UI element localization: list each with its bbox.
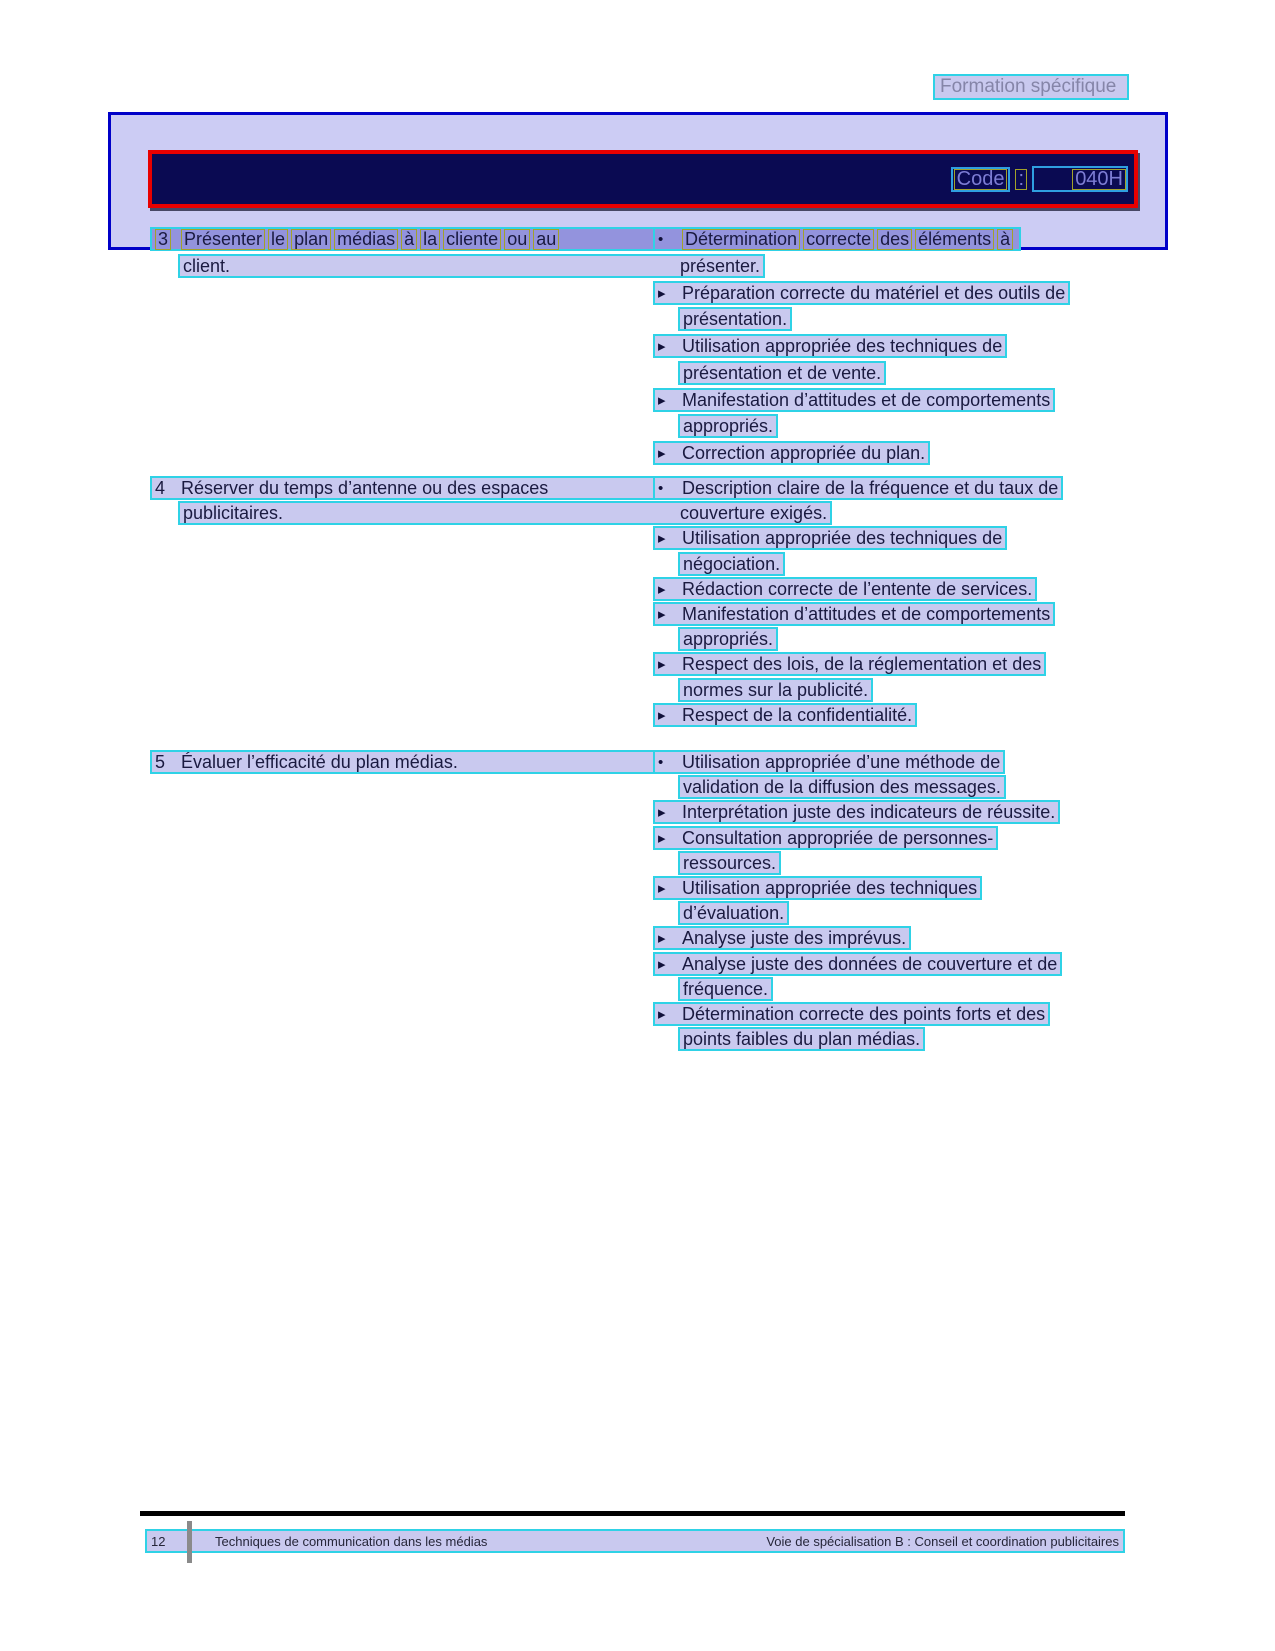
code-field-box [1032,166,1128,192]
criterion-line [678,414,778,438]
ocr-word-box: éléments [915,229,994,250]
bullet-icon: • [658,753,664,771]
ocr-word-box: ou [504,229,530,250]
ocr-word-box: Détermination [682,229,800,250]
bullet-icon: ▸ [658,930,666,947]
criterion-text: validation de la diffusion des messages. [683,776,1001,797]
criterion-line [653,926,911,950]
criterion-text: Utilisation appropriée des techniques de [682,335,1003,356]
criterion-text: Description claire de la fréquence et du taux de [682,477,1059,498]
criterion-text: Manifestation d’attitudes et de comportements [682,389,1051,410]
bullet-icon: ▸ [658,530,666,547]
criterion-line [653,476,1063,500]
criterion-line [653,800,1060,824]
wrapped-line [178,254,765,278]
criterion-line [653,227,1021,251]
ocr-word-box: à [401,229,417,250]
criterion-text: Interprétation juste des indicateurs de réussite. [682,801,1056,822]
criterion-text: Consultation appropriée de personnes- [682,827,994,848]
bullet-icon: ▸ [658,285,666,302]
criterion-text: ressources. [683,852,777,873]
ocr-word-box: plan [291,229,331,250]
criterion-line [653,652,1046,676]
code-group [951,166,1128,192]
criterion-text: présentation. [683,308,788,329]
footer-line [145,1529,1125,1553]
ocr-word-box: au [533,229,559,250]
footer-divider [187,1521,192,1563]
criterion-text: Préparation correcte du matériel et des outils de [682,282,1066,303]
criterion-text: d’évaluation. [683,902,785,923]
criterion-text: Respect des lois, de la réglementation et des [682,653,1042,674]
code-value: 040H [1072,169,1126,190]
criterion-text: fréquence. [683,978,769,999]
criterion-line [653,526,1007,550]
bullet-icon: ▸ [658,338,666,355]
criterion-text: points faibles du plan médias. [683,1028,921,1049]
criterion-line [653,334,1007,358]
criterion-line [678,307,792,331]
bullet-icon: • [658,479,664,497]
criterion-text: couverture exigés. [680,502,828,523]
row-number [155,229,181,250]
bullet-icon: ▸ [658,606,666,623]
ocr-word-box: médias [334,229,398,250]
objective-text: publicitaires. [183,502,284,523]
objective-text: Réserver du temps d’antenne ou des espaces [181,477,549,498]
criterion-line [678,678,873,702]
criterion-line [653,703,917,727]
criterion-text: Analyse juste des imprévus. [682,927,907,948]
ocr-word-box: la [420,229,440,250]
criterion-line [678,977,773,1001]
criterion-line [653,876,982,900]
bullet-icon: ▸ [658,880,666,897]
objective-text: Évaluer l’efficacité du plan médias. [181,751,458,772]
criterion-line [678,1027,925,1051]
criterion-text: Analyse juste des données de couverture et de [682,953,1058,974]
bullet-icon: ▸ [658,1006,666,1023]
wrapped-line [178,501,832,525]
footer-rule [140,1511,1125,1516]
title-banner [148,150,1138,208]
criterion-text: Détermination correcte des points forts et des [682,1003,1046,1024]
criterion-text: présenter. [680,255,761,276]
bullet-icon: • [658,230,664,248]
objective-line [150,750,655,774]
criterion-line [653,388,1055,412]
criterion-text: Utilisation appropriée des techniques de [682,527,1003,548]
page-number: 12 [151,1533,166,1549]
bullet-icon: ▸ [658,445,666,462]
ocr-word-box: 3 [155,229,171,250]
criterion-text: normes sur la publicité. [683,679,869,700]
code-label-box [951,167,1011,192]
criterion-line [653,1002,1050,1026]
objective-text: client. [183,255,231,276]
bullet-icon: ▸ [658,830,666,847]
criterion-text: Utilisation appropriée d’une méthode de [682,751,1001,772]
criterion-line [678,901,789,925]
bullet-icon: ▸ [658,392,666,409]
criterion-line [653,952,1062,976]
criterion-text: Correction appropriée du plan. [682,442,926,463]
bullet-icon: ▸ [658,656,666,673]
bullet-icon: ▸ [658,581,666,598]
criterion-text: Utilisation appropriée des techniques [682,877,978,898]
criterion-line [678,552,785,576]
criterion-text: appropriés. [683,415,774,436]
criterion-text: présentation et de vente. [683,362,882,383]
criterion-line [653,577,1037,601]
row-number: 5 [155,751,166,772]
row-number: 4 [155,477,166,498]
footer-document-title: Techniques de communication dans les médias [215,1533,488,1549]
criterion-text: Rédaction correcte de l’entente de services. [682,578,1033,599]
criterion-text: Manifestation d’attitudes et de comportements [682,603,1051,624]
ocr-word-box: à [997,229,1013,250]
section-label [933,74,1129,100]
ocr-word-box: correcte [803,229,874,250]
criterion-line [653,281,1070,305]
criterion-line [653,750,1005,774]
code-label: Code [954,169,1008,190]
criterion-text: Respect de la confidentialité. [682,704,913,725]
criterion-line [653,826,998,850]
footer-specialization: Voie de spécialisation B : Conseil et coordination publicitaires [766,1533,1119,1549]
section-label-text: Formation spécifique [940,76,1117,97]
bullet-icon: ▸ [658,804,666,821]
bullet-icon: ▸ [658,956,666,973]
objective-line [150,227,655,251]
criterion-line [653,602,1055,626]
bullet-icon: ▸ [658,707,666,724]
criterion-line [678,851,781,875]
objective-line [150,476,655,500]
objective-text [181,229,562,250]
criterion-line [678,775,1006,799]
criterion-text: appropriés. [683,628,774,649]
criterion-line [678,627,778,651]
criterion-text [682,229,1016,250]
ocr-word-box: des [877,229,912,250]
code-colon: : [1015,168,1027,191]
criterion-text: négociation. [683,553,781,574]
criterion-line [653,441,930,465]
criterion-line [678,361,886,385]
ocr-word-box: Présenter [181,229,265,250]
ocr-word-box: cliente [443,229,501,250]
ocr-word-box: le [268,229,288,250]
